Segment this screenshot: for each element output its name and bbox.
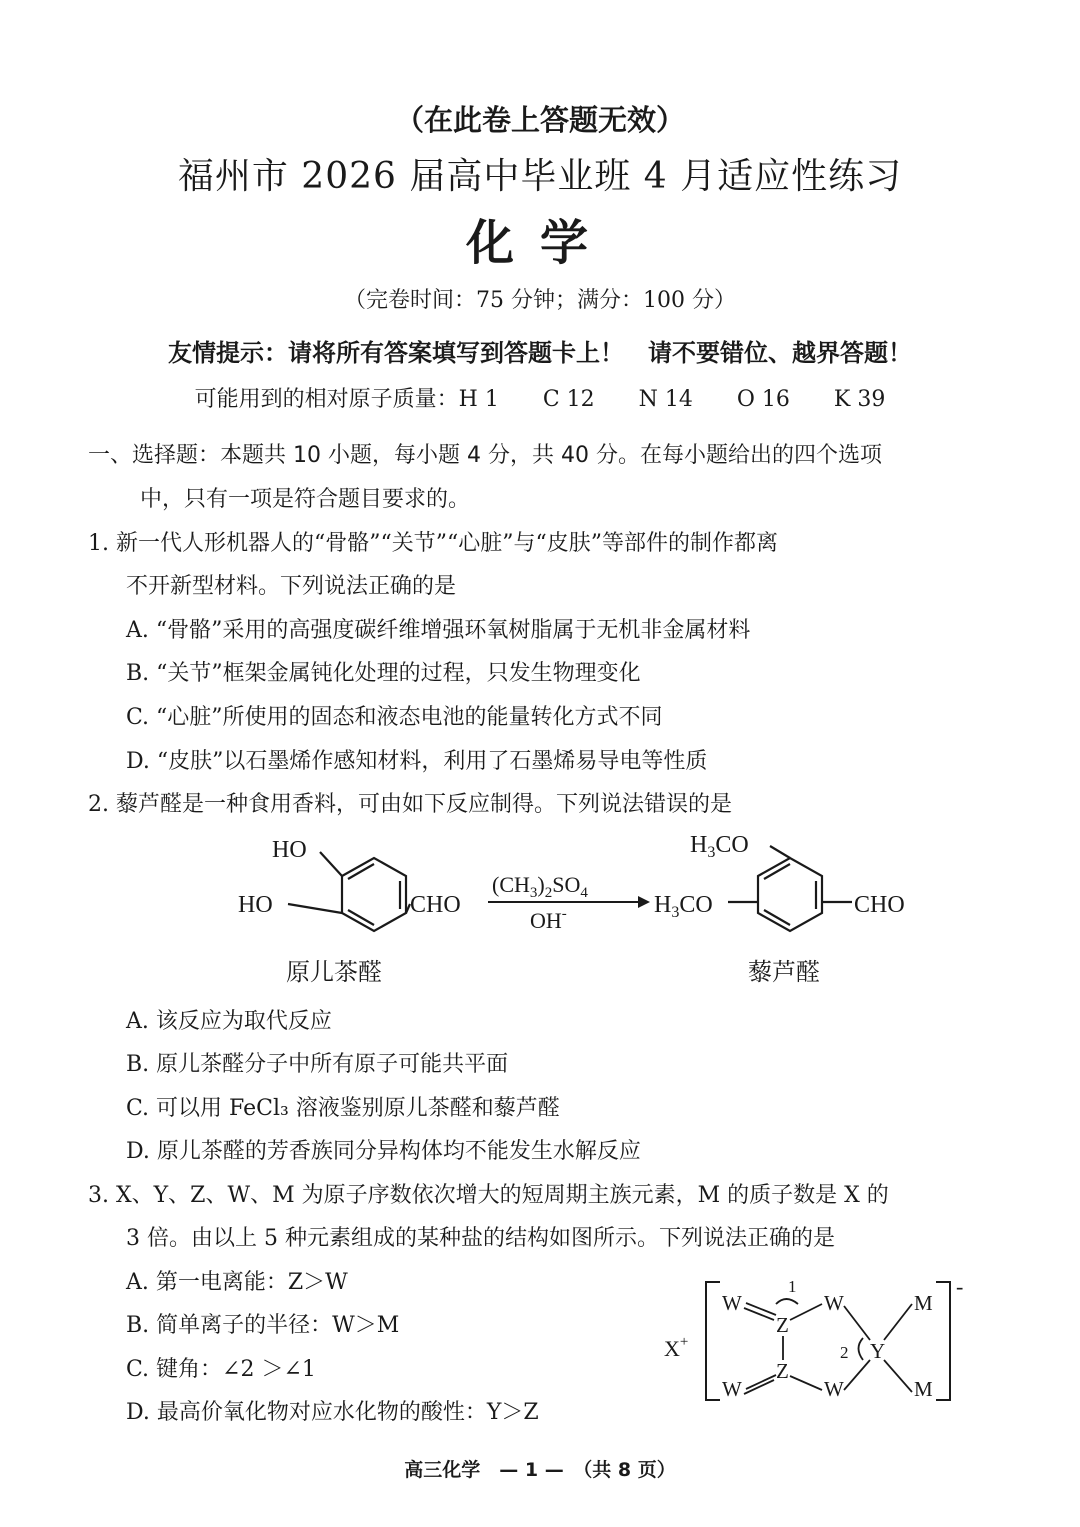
q1-option-d: D. “皮肤”以石墨烯作感知材料，利用了石墨烯易导电等性质 (126, 749, 708, 774)
q2-option-a: A. 该反应为取代反应 (126, 1009, 332, 1034)
anion-charge: - (956, 1274, 964, 1299)
atom-w2: W (824, 1291, 844, 1315)
product-och3-top: $H_3CO$ (690, 832, 749, 861)
product-name: 藜芦醛 (748, 958, 820, 986)
exam-title: 福州市 2026 届高中毕业班 4 月适应性练习 (177, 156, 903, 197)
atom-z1: Z (776, 1313, 789, 1337)
product-och3-left: $H_3CO$ (654, 892, 713, 921)
exam-time: （完卷时间：75 分钟；满分：100 分） (344, 288, 736, 313)
q3-stem-line1: 3. X、Y、Z、W、M 为原子序数依次增大的短周期主族元素，M 的质子数是 X 的 (88, 1183, 889, 1208)
q3-option-c: C. 键角：∠2 ＞∠1 (126, 1357, 316, 1382)
q2-stem: 2. 藜芦醛是一种食用香料，可由如下反应制得。下列说法错误的是 (88, 792, 732, 817)
reactant-name: 原儿茶醛 (286, 958, 382, 986)
q3-option-a: A. 第一电离能：Z＞W (126, 1270, 348, 1295)
reactant-ho-top: HO (272, 837, 307, 863)
right-bracket (936, 1282, 950, 1400)
atom-w4: W (824, 1377, 844, 1401)
reagent-top: $(CH_3)_2SO_4$ (492, 872, 588, 901)
product-cho: CHO (854, 892, 905, 918)
product-benzene-ring (728, 846, 852, 931)
q1-option-c: C. “心脏”所使用的固态和液态电池的能量转化方式不同 (126, 705, 663, 730)
q3-option-d: D. 最高价氧化物对应水化物的酸性：Y＞Z (126, 1400, 539, 1425)
q2-option-d: D. 原儿茶醛的芳香族同分异构体均不能发生水解反应 (126, 1139, 641, 1164)
reactant-ho-left: HO (238, 892, 273, 918)
section-heading-line2: 中，只有一项是符合题目要求的。 (140, 487, 471, 512)
salt-structure (658, 1268, 988, 1418)
atom-m2: M (914, 1377, 933, 1401)
atom-w3: W (722, 1377, 742, 1401)
q1-option-a: A. “骨骼”采用的高强度碳纤维增强环氧树脂属于无机非金属材料 (126, 618, 751, 643)
reactant-benzene-ring (288, 852, 410, 931)
atom-y: Y (870, 1339, 886, 1363)
angle-label-1: 1 (788, 1277, 797, 1296)
q2-option-b: B. 原儿茶醛分子中所有原子可能共平面 (126, 1052, 509, 1077)
atom-w1: W (722, 1291, 742, 1315)
angle-label-2: 2 (840, 1343, 849, 1362)
q1-stem-line2: 不开新型材料。下列说法正确的是 (126, 574, 457, 599)
subject-title: 化学 (465, 215, 614, 271)
section-heading-line1: 一、选择题：本题共 10 小题，每小题 4 分，共 40 分。在每小题给出的四个选项 (88, 443, 882, 468)
cation-x: X+ (664, 1334, 689, 1361)
atomic-masses: 可能用到的相对原子质量：H 1 C 12 N 14 O 16 K 39 (194, 387, 886, 412)
atom-z2: Z (776, 1359, 789, 1383)
friendly-tip: 友情提示：请将所有答案填写到答题卡上！ 请不要错位、越界答题！ (168, 339, 912, 367)
reactant-cho: CHO (410, 892, 461, 918)
q1-stem-line1: 1. 新一代人形机器人的“骨骼”“关节”“心脏”与“皮肤”等部件的制作都离 (88, 531, 778, 556)
q2-option-c: C. 可以用 FeCl₃ 溶液鉴别原儿茶醛和藜芦醛 (126, 1096, 560, 1121)
q1-option-b: B. “关节”框架金属钝化处理的过程，只发生物理变化 (126, 661, 641, 686)
invalid-answer-notice: （在此卷上答题无效） (394, 103, 685, 137)
page-footer: 高三化学 — 1 — （共 8 页） (404, 1459, 676, 1481)
reaction-arrow (488, 896, 650, 908)
reagent-bottom: OH- (530, 906, 567, 933)
q3-option-b: B. 简单离子的半径：W＞M (126, 1313, 400, 1338)
atom-m1: M (914, 1291, 933, 1315)
q3-stem-line2: 3 倍。由以上 5 种元素组成的某种盐的结构如图所示。下列说法正确的是 (126, 1226, 835, 1251)
left-bracket (706, 1282, 720, 1400)
